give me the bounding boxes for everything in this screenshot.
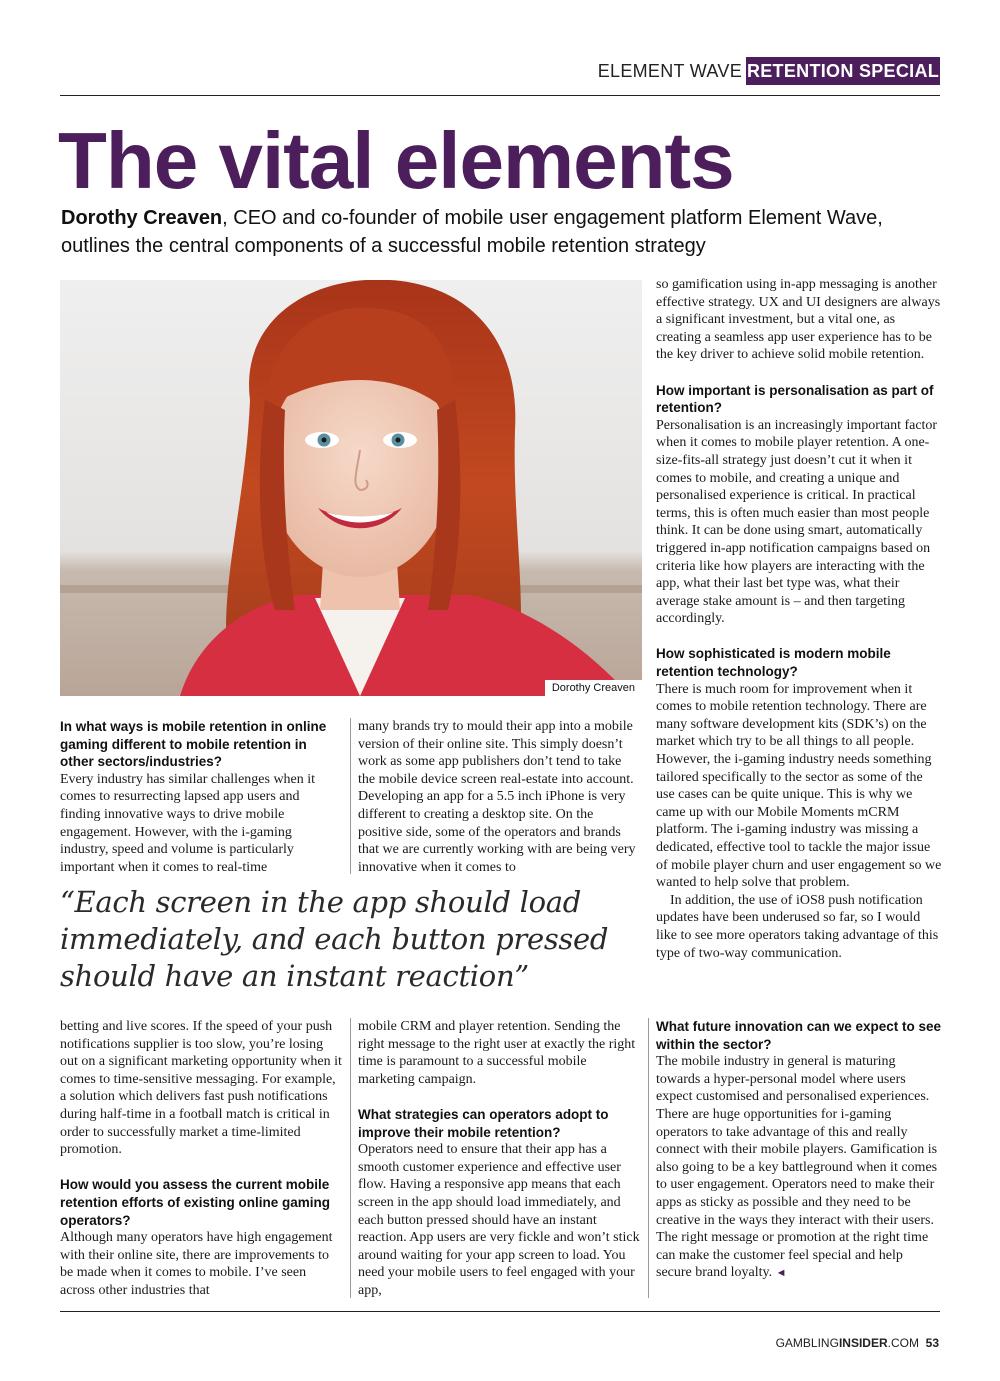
body-paragraph: There is much room for improvement when it comes to mobile retention technology. There are many software development kits (SDK’s) on the market which try to be all things to all people. However, the i-gaming industry needs something tailored specifically to the sector as some of the use cases can be quite unique. This is why we came up with our Mobile Moments mCRM platform. The i-gaming industry was missing a dedicated, effective tool to tackle the major issue of mobile player churn and user engagement so we wanted to help solve that problem. xyxy=(656,681,942,891)
column-divider xyxy=(350,718,351,874)
question-heading: How would you assess the current mobile retention efforts of existing online gaming operators? xyxy=(60,1177,331,1228)
body-paragraph: In addition, the use of iOS8 push notification updates have been underused so far, so I would like to see more operators taking advantage of this type of two-way communication. xyxy=(656,892,939,961)
column-2-bottom xyxy=(358,1018,640,1300)
question-heading: How important is personalisation as part of retention? xyxy=(656,382,934,416)
standfirst-text: , CEO and co-founder of mobile user engagement platform Element Wave, outlines the central components of a successful mobile retention strategy xyxy=(61,207,883,257)
pull-quote: “Each screen in the app should load immediately, and each button pressed should have an instant reaction” xyxy=(60,885,609,993)
article-standfirst xyxy=(61,204,941,260)
body-paragraph: Operators need to ensure that their app has a smooth customer experience and effective user flow. Having a responsive app means that each screen in the app should load immediately, and each button pressed should have an instant reaction. App users are very fickle and won’t stick around waiting for your app screen to load. You need your mobile users to feel engaged with your app, xyxy=(358,1142,640,1298)
column-2-top xyxy=(358,718,640,876)
section-label: ELEMENT WAVE xyxy=(597,61,742,81)
column-divider xyxy=(648,1018,649,1298)
page-footer xyxy=(776,1336,939,1350)
footer-divider xyxy=(60,1311,940,1312)
photo-caption: Dorothy Creaven xyxy=(545,680,642,696)
publication-name: GAMBLINGINSIDER.COM xyxy=(775,1336,919,1350)
body-paragraph: many brands try to mould their app into a mobile version of their online site. This simply doesn’t work as some app publishers don’t tend to take the mobile device screen real-estate into account. Developing an app for a 5.5 inch iPhone is very different to creating a desktop site. On the positive side, some of the operators and brands that we are currently working with are being very innovative when it comes to xyxy=(358,719,636,875)
end-of-article-icon: ◄ xyxy=(775,1267,787,1280)
column-divider xyxy=(350,1018,351,1298)
column-3-bottom xyxy=(656,1018,942,1283)
section-badge: RETENTION SPECIAL xyxy=(746,57,940,85)
standfirst-author: Dorothy Creaven xyxy=(61,207,223,229)
body-paragraph: Personalisation is an increasingly important factor when it comes to mobile player retention. A one-size-fits-all strategy just doesn’t cut it when it comes to mobile, and creating a unique and personalised experience is critical. In practical terms, this is often much easier than most people think. It can be done using smart, automatically triggered in-app notification campaigns based on criteria like how players are interacting with the app, what their last bet type was, what their average stake amount is – and then targeting accordingly. xyxy=(656,417,938,627)
column-1-bottom xyxy=(60,1018,342,1300)
column-1-top xyxy=(60,718,342,876)
body-paragraph: betting and live scores. If the speed of your push notifications supplier is too slow, you’re losing out on a significant marketing opportunity when it comes to time-sensitive messaging. For example, a solution which delivers fast push notifications during half-time in a football match is critical in order to successfully market a time-limited promotion. xyxy=(60,1019,342,1158)
closing-text: The mobile industry in general is maturing towards a hyper-personal model where users expect customised and personalised experiences. There are huge opportunities for i-gaming operators to take advantage of this and really connect with their mobile players. Gamification is also going to be a key battleground when it comes to user engagement. Operators need to make their apps as sticky as possible and they need to be creative in the ways they interact with their users. The right message or promotion at the right time can make the customer feel special and help secure brand loyalty. xyxy=(656,1054,938,1281)
body-paragraph: mobile CRM and player retention. Sending the right message to the right user at exactly the right time is paramount to a successful mobile marketing campaign. xyxy=(358,1019,636,1087)
question-heading: In what ways is mobile retention in online gaming different to mobile retention in other sectors/industries? xyxy=(60,719,327,770)
article-headline: The vital elements xyxy=(58,116,734,205)
column-3 xyxy=(656,276,942,962)
body-paragraph: so gamification using in-app messaging is another effective strategy. UX and UI designers are always a significant investment, but a vital one, as creating a seamless app user experience has to be the key driver to achieve solid mobile retention. xyxy=(656,277,941,363)
author-photo xyxy=(60,280,642,696)
body-paragraph: Every industry has similar challenges when it comes to resurrecting lapsed app users and finding innovative ways to drive mobile engagement. However, with the i-gaming industry, speed and volume is particularly important when it comes to real-time xyxy=(60,771,316,875)
body-paragraph xyxy=(656,1053,942,1283)
portrait-illustration xyxy=(60,280,642,696)
question-heading: What future innovation can we expect to see within the sector? xyxy=(656,1019,942,1052)
question-heading: How sophisticated is modern mobile retention technology? xyxy=(656,646,891,680)
question-heading: What strategies can operators adopt to improve their mobile retention? xyxy=(358,1106,609,1140)
header-divider xyxy=(60,95,940,96)
body-paragraph: Although many operators have high engagement with their online site, there are improvements to be made when it comes to mobile. I’ve seen across other industries that xyxy=(60,1230,333,1298)
page-number: 53 xyxy=(925,1336,939,1350)
